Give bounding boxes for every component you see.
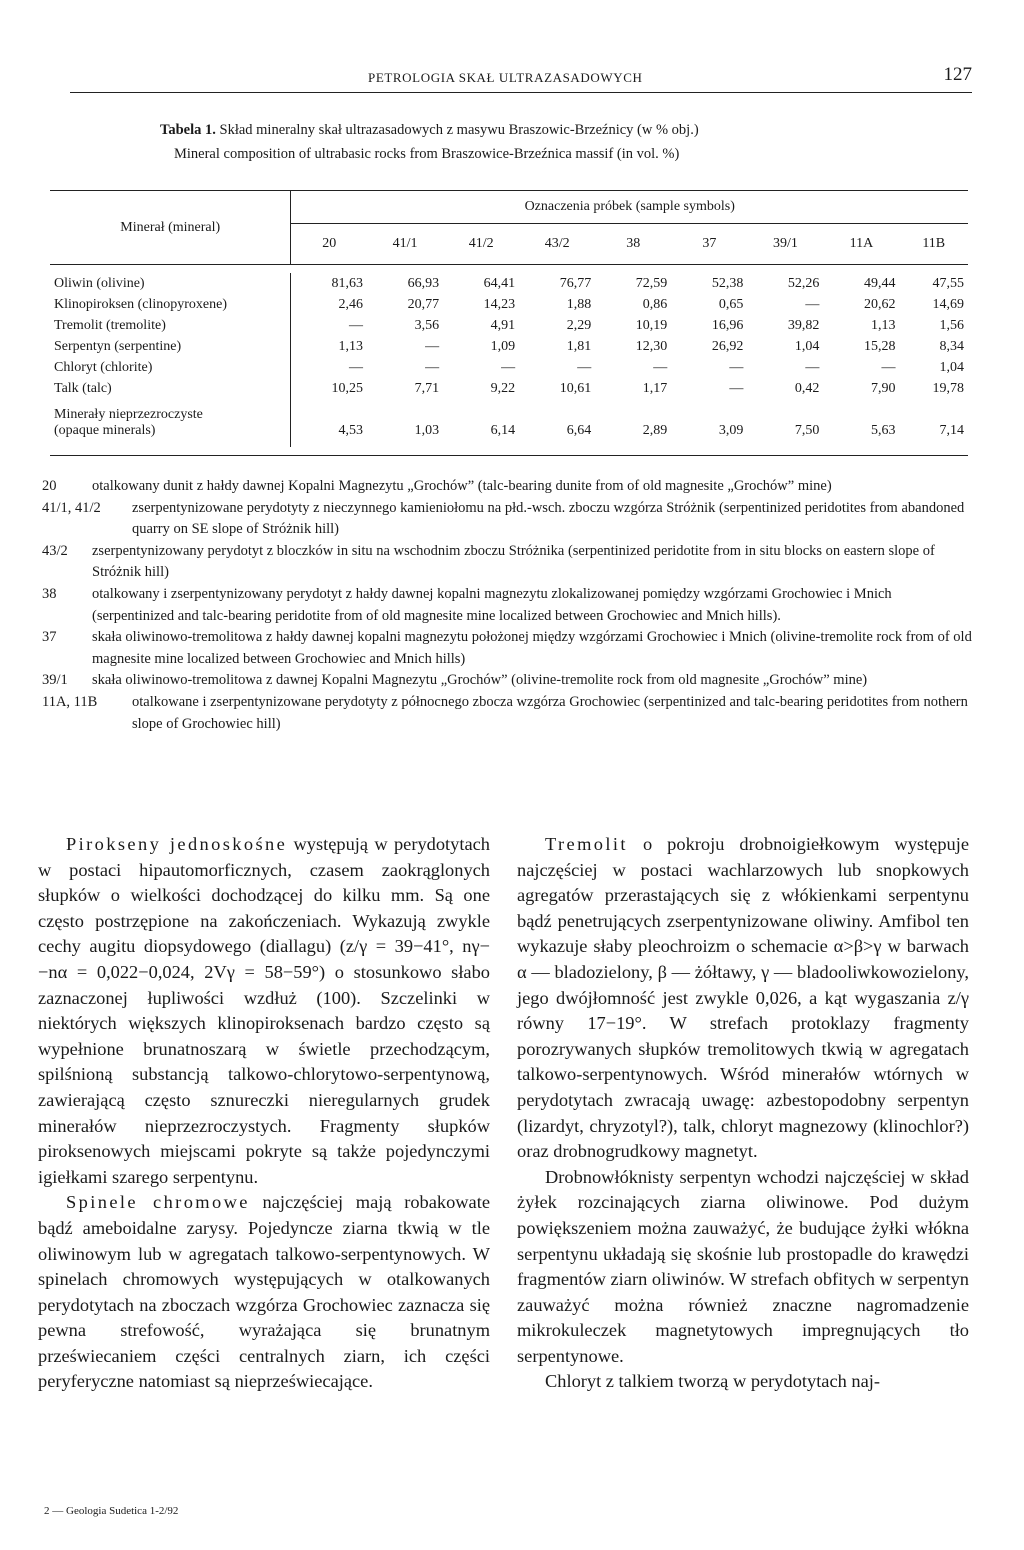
sample-symbols-header: Oznaczenia próbek (sample symbols) bbox=[291, 191, 968, 224]
table-cell: 14,23 bbox=[483, 296, 516, 312]
sample-column-header: 39/1 bbox=[772, 236, 798, 251]
mineral-name: Serpentyn (serpentine) bbox=[50, 336, 291, 357]
sample-code: 11A, 11B bbox=[42, 693, 98, 710]
table-cell: 81,63 bbox=[331, 275, 364, 291]
paragraph-text: o pokroju drobnoigiełkowym występuje najczęściej w postaci wachlarzowych lub snopkowych agregatów przerastających się z włókienkami serpentynu bądź penetrujących zserpentynizowane oliwiny. Amfibol ten wykazuje słaby pleochroizm o schemacie α>β>γ w barwach α — bladozielony, β — żółtawy, γ — bladooliwkowozielony, jego dwójłomność jest zwykle 0,026, a kąt wygaszania z/γ równy 17−19°. W strefach protoklazy fragmenty porozrywanych słupków tremolitowych tkwią w agregatach talkowo-serpentynowych. Wśród minerałów wtórnych w perydotytach zwracają uwagę: azbestopodobny serpentyn (lizardyt, chryzotyl?), talk, chloryt magnezowy (klinochlor?) oraz drobnogrudkowy magnetyt. bbox=[517, 834, 969, 1162]
table-cell: 1,88 bbox=[566, 296, 592, 312]
table-cell: 47,55 bbox=[932, 275, 964, 291]
caption-english: Mineral composition of ultrabasic rocks from Braszowice-Brzeźnica massif (in vol. %) bbox=[174, 146, 680, 162]
sample-note bbox=[42, 476, 972, 498]
sample-description: otalkowany i zserpentynizowany perydotyt z hałdy dawnej kopalni magnezytu zlokalizowanej pomiędzy wzgórzami Grochowiec i Mnich (serpentinized and talc-bearing peridotite from of old magnesite mine localized between Grochowiec and Mnich hills). bbox=[92, 585, 892, 624]
paragraph: Chloryt z talkiem tworzą w perydotytach naj- bbox=[545, 1371, 881, 1392]
sample-description: otalkowany dunit z hałdy dawnej Kopalni Magnezytu „Grochów” (talc-bearing dunite from of old magnesite „Grochów” mine) bbox=[92, 478, 832, 494]
table-body bbox=[50, 273, 968, 447]
table-row bbox=[50, 336, 968, 357]
mineral-composition-table bbox=[50, 190, 968, 447]
sample-note bbox=[42, 584, 972, 627]
table-row bbox=[50, 294, 968, 315]
mineral-name: Oliwin (olivine) bbox=[50, 273, 291, 294]
mineral-name: Chloryt (chlorite) bbox=[50, 357, 291, 378]
table-cell: 10,25 bbox=[331, 380, 364, 396]
table-cell: 4,91 bbox=[490, 317, 516, 333]
page-number: 127 bbox=[943, 64, 972, 85]
table-row bbox=[50, 315, 968, 336]
table-cell: 2,46 bbox=[338, 296, 364, 312]
sample-column-header: 43/2 bbox=[544, 236, 570, 251]
table-cell: 7,90 bbox=[870, 380, 896, 396]
sample-code: 38 bbox=[42, 585, 57, 602]
table-cell: 12,30 bbox=[635, 338, 668, 354]
table-cell: 16,96 bbox=[711, 317, 744, 333]
sample-column-header: 20 bbox=[322, 236, 337, 251]
table-cell: 2,29 bbox=[566, 317, 592, 333]
table-cell: 1,17 bbox=[642, 380, 668, 396]
caption-label: Tabela 1. bbox=[160, 122, 216, 138]
table-cell: 10,61 bbox=[559, 380, 592, 396]
table-cell: 7,71 bbox=[414, 380, 440, 396]
table-cell: — bbox=[577, 359, 592, 375]
table-cell: 52,26 bbox=[787, 275, 820, 291]
sample-column-header: 11B bbox=[922, 236, 946, 251]
table-bottom-rule bbox=[50, 455, 968, 456]
table-cell: 26,92 bbox=[711, 338, 744, 354]
table-cell: 3,09 bbox=[718, 423, 744, 438]
sample-note bbox=[42, 670, 972, 692]
table-cell: 6,14 bbox=[490, 423, 516, 438]
table-cell: 1,03 bbox=[414, 423, 440, 438]
table-cell: 20,77 bbox=[407, 296, 440, 312]
sample-column-header: 41/2 bbox=[468, 236, 494, 251]
mineral-name: Klinopiroksen (clinopyroxene) bbox=[50, 294, 291, 315]
table-cell: 9,22 bbox=[490, 380, 516, 396]
table-cell: 14,69 bbox=[932, 296, 964, 312]
table-cell: — bbox=[729, 380, 744, 396]
paragraph-lead: Pirokseny jednoskośne bbox=[66, 834, 288, 854]
running-title: PETROLOGIA SKAŁ ULTRAZASADOWYCH bbox=[368, 70, 643, 85]
table-cell: — bbox=[805, 359, 820, 375]
table-cell: 39,82 bbox=[787, 317, 820, 333]
sample-column-header: 11A bbox=[849, 236, 874, 251]
page-footer: 2 — Geologia Sudetica 1-2/92 bbox=[44, 1505, 179, 1517]
sample-code: 37 bbox=[42, 629, 57, 646]
sample-note bbox=[42, 627, 972, 670]
table-cell: 5,63 bbox=[870, 423, 896, 438]
table-cell: 1,13 bbox=[338, 338, 364, 354]
sample-description: otalkowane i zserpentynizowane perydotyty z północnego zbocza wzgórza Grochowiec (serpentinized and talc-bearing peridotites from nothern slope of Grochowiec hill) bbox=[132, 693, 968, 732]
table-cell: 19,78 bbox=[932, 380, 964, 396]
sample-column-header: 38 bbox=[626, 236, 641, 251]
mineral-name-line: Minerały nieprzezroczyste bbox=[54, 407, 203, 422]
mineral-name bbox=[50, 399, 291, 447]
table-cell: 2,89 bbox=[642, 423, 668, 438]
caption-polish bbox=[160, 118, 699, 142]
table-cell: 52,38 bbox=[711, 275, 744, 291]
table-cell: — bbox=[349, 359, 364, 375]
paragraph bbox=[38, 832, 490, 1190]
table-cell: 4,53 bbox=[338, 423, 364, 438]
table-cell: 64,41 bbox=[483, 275, 516, 291]
table-cell: 8,34 bbox=[939, 338, 964, 354]
table-cell: 20,62 bbox=[863, 296, 896, 312]
table-caption bbox=[160, 118, 699, 166]
paragraph bbox=[517, 832, 969, 1165]
paragraph-lead: Spinele chromowe bbox=[66, 1192, 250, 1213]
sample-description: skała oliwinowo-tremolitowa z dawnej Kopalni Magnezytu „Grochów” (olivine-tremolite rock from old magnesite „Grochów” mine) bbox=[92, 672, 868, 689]
table-cell: 66,93 bbox=[407, 275, 440, 291]
paragraph-text: najczęściej mają robakowate bądź ameboidalne zarysy. Pojedyncze ziarna tkwią w tle oliwinowym lub w agregatach talkowo-serpentynowych. W spinelach chromowych występujących w otalkowanych perydotytach na zboczach wzgórza Grochowiec zaznacza się pewna strefowość, wyrażająca się brunatnym przeświecaniem części centralnych ziarn, ich części peryferyczne natomiast są nieprzeświecające. bbox=[38, 1192, 490, 1392]
table-cell: 72,59 bbox=[635, 275, 668, 291]
sample-notes bbox=[42, 476, 972, 735]
table-row bbox=[50, 273, 968, 294]
sample-note bbox=[42, 692, 972, 735]
sample-code: 20 bbox=[42, 478, 57, 494]
table-cell: 10,19 bbox=[635, 317, 668, 333]
table-cell: 1,04 bbox=[794, 338, 820, 354]
table-cell: — bbox=[805, 296, 820, 312]
sample-column-header: 37 bbox=[702, 236, 717, 251]
sample-description: skała oliwinowo-tremolitowa z hałdy dawnej kopalni magnezytu położonej między wzgórzami Grochowiec i Mnich (olivine-tremolite rock from of old magnesite mine localized between Grochowiec and Mnich hills) bbox=[92, 629, 972, 667]
mineral-column-header: Minerał (mineral) bbox=[50, 191, 291, 265]
table-cell: — bbox=[881, 359, 896, 375]
mineral-name: Tremolit (tremolite) bbox=[50, 315, 291, 336]
sample-description: zserpentynizowany perydotyt z bloczków in situ na wschodnim zboczu Stróżnika (serpentinized peridotite from in situ blocks on eastern slope of Stróżnik hill) bbox=[92, 542, 935, 581]
table-cell: 1,81 bbox=[566, 338, 592, 354]
table-cell: 1,56 bbox=[939, 317, 964, 333]
paragraph bbox=[38, 1190, 490, 1395]
table-cell: — bbox=[349, 317, 364, 333]
sample-code: 43/2 bbox=[42, 542, 68, 559]
paragraph-lead: Tremolit bbox=[545, 834, 628, 854]
sample-note bbox=[42, 498, 972, 541]
table-cell: 49,44 bbox=[863, 275, 896, 291]
table-cell: 1,04 bbox=[939, 359, 964, 375]
table-row bbox=[50, 357, 968, 378]
table-cell: 7,50 bbox=[794, 423, 820, 438]
table-cell: 7,14 bbox=[939, 423, 964, 438]
table-cell: 3,56 bbox=[414, 317, 440, 333]
sample-column-header: 41/1 bbox=[392, 236, 418, 251]
table-cell: 1,13 bbox=[870, 317, 896, 333]
body-column-left bbox=[38, 832, 490, 1395]
sample-code: 41/1, 41/2 bbox=[42, 499, 101, 516]
body-column-right bbox=[517, 832, 969, 1395]
sample-note bbox=[42, 541, 972, 584]
table-cell: 0,86 bbox=[642, 296, 668, 312]
table-row bbox=[50, 399, 968, 447]
table-cell: 76,77 bbox=[559, 275, 592, 291]
paragraph: Drobnowłóknisty serpentyn wchodzi najczęściej w skład żyłek rozcinających ziarna oliwinowe. Pod dużym powiększeniem można zauważyć, że budujące żyłki włókna serpentynu układają się skośnie lub prostopadle do krawędzi fragmentów ziarn oliwinów. W strefach obfitych w serpentyn zauważyć można również znaczne nagromadzenie mikrokuleczek magnetytowych impregnujących tło serpentynowe. bbox=[517, 1166, 969, 1366]
caption-polish-text: Skład mineralny skał ultrazasadowych z masywu Braszowic-Brzeźnicy (w % obj.) bbox=[219, 122, 699, 138]
sample-description: zserpentynizowane perydotyty z nieczynnego kamieniołomu na płd.-wsch. zboczu wzgórza Stróżnik (serpentinized peridotites from abandoned quarry on SE slope of Stróżnik hill) bbox=[132, 499, 965, 538]
mineral-name: Talk (talc) bbox=[50, 378, 291, 399]
table-cell: — bbox=[501, 359, 516, 375]
sample-code: 39/1 bbox=[42, 672, 68, 689]
table-cell: 15,28 bbox=[863, 338, 896, 354]
table-cell: 6,64 bbox=[566, 423, 592, 438]
table-cell: 0,65 bbox=[718, 296, 744, 312]
table-cell: — bbox=[425, 338, 440, 354]
table-cell: — bbox=[425, 359, 440, 375]
running-head bbox=[70, 64, 972, 93]
table-cell: — bbox=[653, 359, 668, 375]
table-cell: 1,09 bbox=[490, 338, 516, 354]
table-cell: — bbox=[729, 359, 744, 375]
mineral-name-line: (opaque minerals) bbox=[54, 423, 156, 438]
paragraph-text: występują w perydotytach w postaci hipautomorficznych, czasem zaokrąglonych słupków o wielkości dochodzącej do kilku mm. Są one często postrzępione na zakończeniach. Wykazują zwykle cechy augitu diopsydowego (diallagu) (z/γ = 39−41°, nγ−−nα = 0,022−0,024, 2Vγ = 58−59°) o stosunkowo słabo zaznaczonej łupliwości wzdłuż (100). Szczelinki w niektórych większych klinopiroksenach bardzo często są wypełnione brunatnoszarą w świetle przechodzącym, spilśnioną substancją talkowo-chlorytowo-serpentynową, zawierającą często sznureczki nieregularnych grudek minerałów nieprzezroczystych. Fragmenty słupków piroksenowych miejscami pokryte są także pojedynczymi igiełkami szarego serpentynu. bbox=[38, 834, 490, 1187]
table-cell: 0,42 bbox=[794, 380, 820, 396]
table-row bbox=[50, 378, 968, 399]
